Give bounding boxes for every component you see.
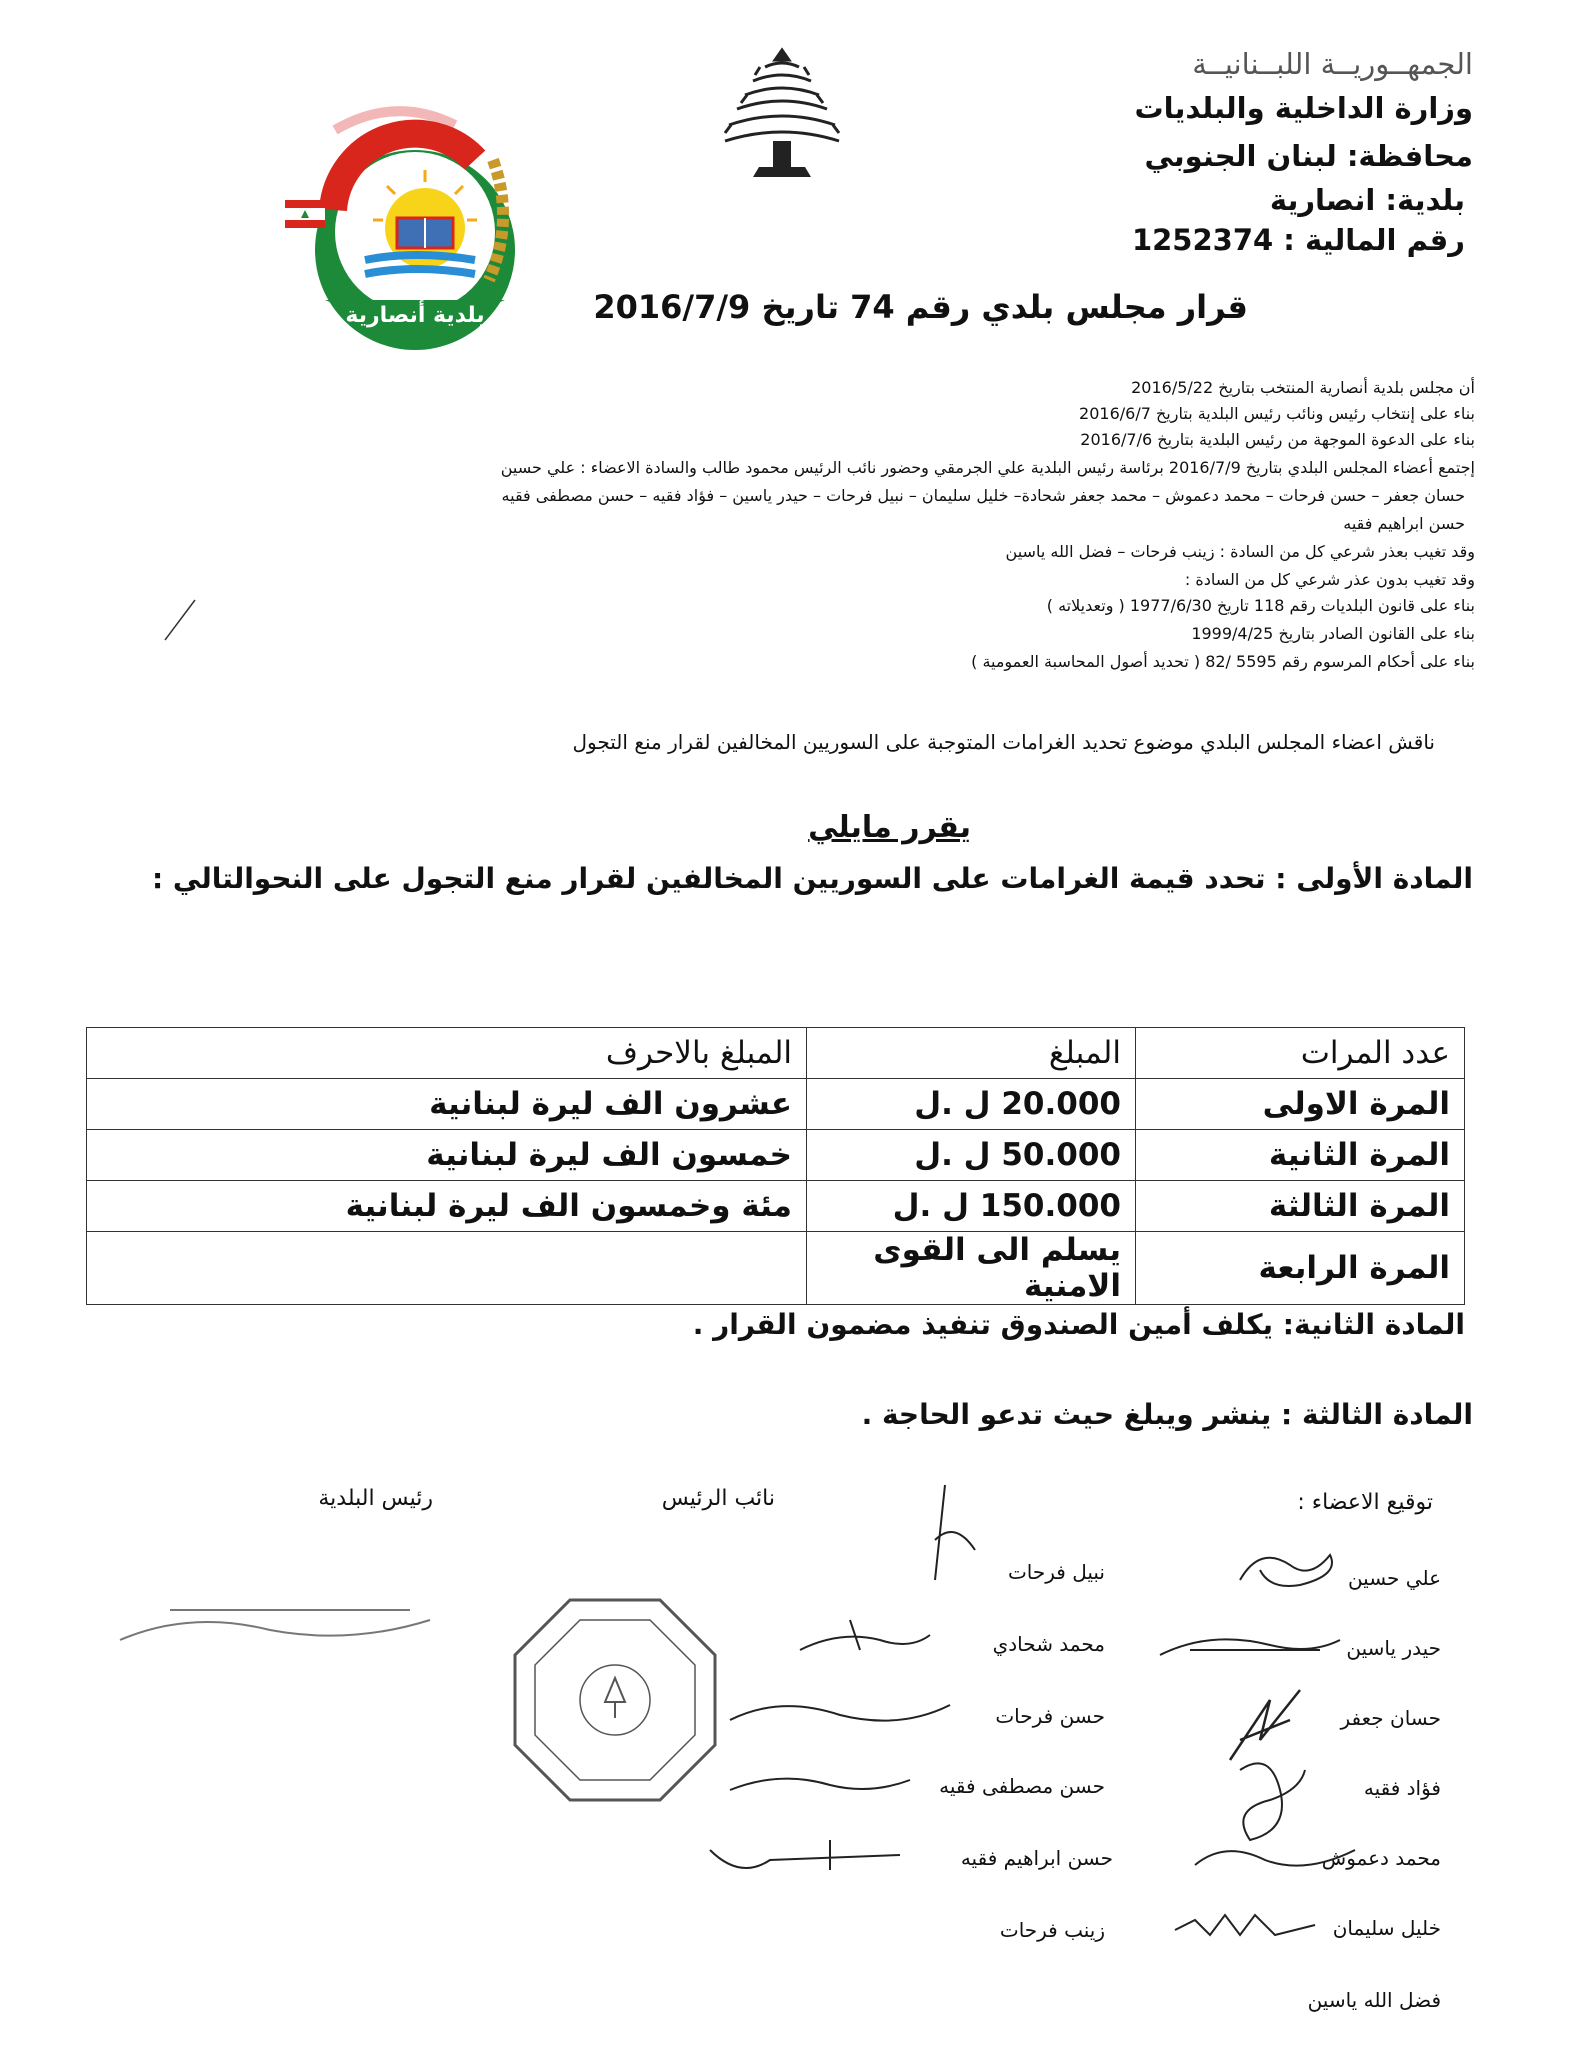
preamble-line-2: بناء على إنتخاب رئيس ونائب رئيس البلدية بتاريخ 2016/6/7 <box>1079 404 1475 423</box>
member-name: محمد دعموش <box>1321 1846 1441 1870</box>
table-row <box>87 1181 1465 1232</box>
table-cell: يسلم الى القوى الامنية <box>807 1232 1136 1305</box>
table-cell: 150.000 ل .ل <box>807 1181 1136 1232</box>
article-1: المادة الأولى : تحدد قيمة الغرامات على السوريين المخالفين لقرار منع التجول على النحوالتالي : <box>151 862 1473 895</box>
signature-scribble <box>905 1480 985 1590</box>
signature-scribble <box>1230 1540 1350 1600</box>
official-seal <box>505 1590 725 1810</box>
ministry-heading: وزارة الداخلية والبلديات <box>1134 91 1473 125</box>
member-name: محمد شحادي <box>992 1632 1105 1656</box>
vice-president-label: نائب الرئيس <box>661 1486 775 1511</box>
table-cell: المرة الثالثة <box>1136 1181 1465 1232</box>
signature-scribble <box>1185 1830 1365 1880</box>
member-name: حسن مصطفى فقيه <box>939 1774 1105 1798</box>
preamble-line-11: بناء على أحكام المرسوم رقم 5595 /82 ( تحديد أصول المحاسبة العمومية ) <box>971 652 1475 671</box>
table-cell: عشرون الف ليرة لبنانية <box>87 1079 807 1130</box>
members-signature-label: توقيع الاعضاء : <box>1297 1490 1433 1515</box>
governorate-heading: محافظة: لبنان الجنوبي <box>1144 139 1473 173</box>
decision-title: قرار مجلس بلدي رقم 74 تاريخ 2016/7/9 <box>593 288 1248 326</box>
member-name: حسن فرحات <box>995 1704 1105 1728</box>
table-cell: المرة الاولى <box>1136 1079 1465 1130</box>
signature-scribble <box>1165 1900 1325 1950</box>
cedar-emblem-icon <box>715 45 850 185</box>
table-cell: 20.000 ل .ل <box>807 1079 1136 1130</box>
member-name: حيدر ياسين <box>1346 1636 1441 1660</box>
member-name: خليل سليمان <box>1332 1916 1441 1940</box>
preamble-line-10: بناء على القانون الصادر بتاريخ 1999/4/25 <box>1191 624 1475 643</box>
preamble-line-4: إجتمع أعضاء المجلس البلدي بتاريخ 2016/7/9 برئاسة رئيس البلدية علي الجرمقي وحضور نائب الرئيس محمود طالب والسادة الاعضاء : علي حسين <box>500 458 1475 477</box>
table-cell: خمسون الف ليرة لبنانية <box>87 1130 807 1181</box>
signature-scribble <box>700 1830 920 1890</box>
table-cell: مئة وخمسون الف ليرة لبنانية <box>87 1181 807 1232</box>
discussion-paragraph: ناقش اعضاء المجلس البلدي موضوع تحديد الغرامات المتوجبة على السوريين المخالفين لقرار منع التجول <box>572 730 1435 754</box>
table-header-row <box>87 1028 1465 1079</box>
member-name: فؤاد فقيه <box>1363 1776 1441 1800</box>
signature-scribble <box>1150 1620 1350 1670</box>
article-3: المادة الثالثة : ينشر ويبلغ حيث تدعو الحاجة . <box>861 1398 1473 1431</box>
table-cell: المرة الرابعة <box>1136 1232 1465 1305</box>
preamble-line-6: حسن ابراهيم فقيه <box>1343 514 1465 533</box>
table-row <box>87 1232 1465 1305</box>
signature-scribble <box>720 1760 920 1810</box>
table-row <box>87 1079 1465 1130</box>
preamble-line-5: حسان جعفر – حسن فرحات – محمد دعموش – محمد جعفر شحادة– خليل سليمان – نبيل فرحات – حيدر ياسين – فؤاد فقيه – حسن مصطفى فقيه <box>501 486 1465 505</box>
signature-scribble <box>720 1690 960 1740</box>
member-name: زينب فرحات <box>999 1918 1105 1942</box>
preamble-line-9: بناء على قانون البلديات رقم 118 تاريخ 1977/6/30 ( وتعديلاته ) <box>1046 596 1475 615</box>
president-label: رئيس البلدية <box>318 1486 433 1511</box>
member-name: حسن ابراهيم فقيه <box>960 1846 1113 1870</box>
table-cell: 50.000 ل .ل <box>807 1130 1136 1181</box>
member-name: حسان جعفر <box>1340 1706 1441 1730</box>
article-2: المادة الثانية: يكلف أمين الصندوق تنفيذ مضمون القرار . <box>692 1308 1465 1341</box>
finance-number: رقم المالية : 1252374 <box>1131 223 1465 257</box>
table-header-cell: عدد المرات <box>1136 1028 1465 1079</box>
preamble-line-1: أن مجلس بلدية أنصارية المنتخب بتاريخ 2016/5/22 <box>1131 378 1475 397</box>
preamble-line-7: وقد تغيب بعذر شرعي كل من السادة : زينب فرحات – فضل الله ياسين <box>1005 542 1475 561</box>
republic-heading: الجمهــوريــة اللبــنانيــة <box>1192 47 1473 81</box>
member-name: فضل الله ياسين <box>1307 1988 1441 2012</box>
municipality-heading: بلدية: انصارية <box>1269 183 1465 217</box>
table-header-cell: المبلغ <box>807 1028 1136 1079</box>
signature-scribble <box>790 1610 940 1670</box>
preamble-line-3: بناء على الدعوة الموجهة من رئيس البلدية بتاريخ 2016/7/6 <box>1080 430 1475 449</box>
member-name: علي حسين <box>1347 1566 1441 1590</box>
municipality-logo <box>275 100 535 350</box>
table-cell: المرة الثانية <box>1136 1130 1465 1181</box>
signature-scribble <box>110 1580 440 1670</box>
table-header-cell: المبلغ بالاحرف <box>87 1028 807 1079</box>
margin-mark <box>160 595 200 645</box>
fines-table <box>86 1027 1465 1305</box>
table-row <box>87 1130 1465 1181</box>
logo-text: بلدية أنصارية <box>345 303 485 328</box>
decides-heading: يقرر مايلي <box>808 810 971 845</box>
preamble-line-8: وقد تغيب بدون عذر شرعي كل من السادة : <box>1184 570 1475 589</box>
member-name: نبيل فرحات <box>1007 1560 1105 1584</box>
table-cell <box>87 1232 807 1305</box>
